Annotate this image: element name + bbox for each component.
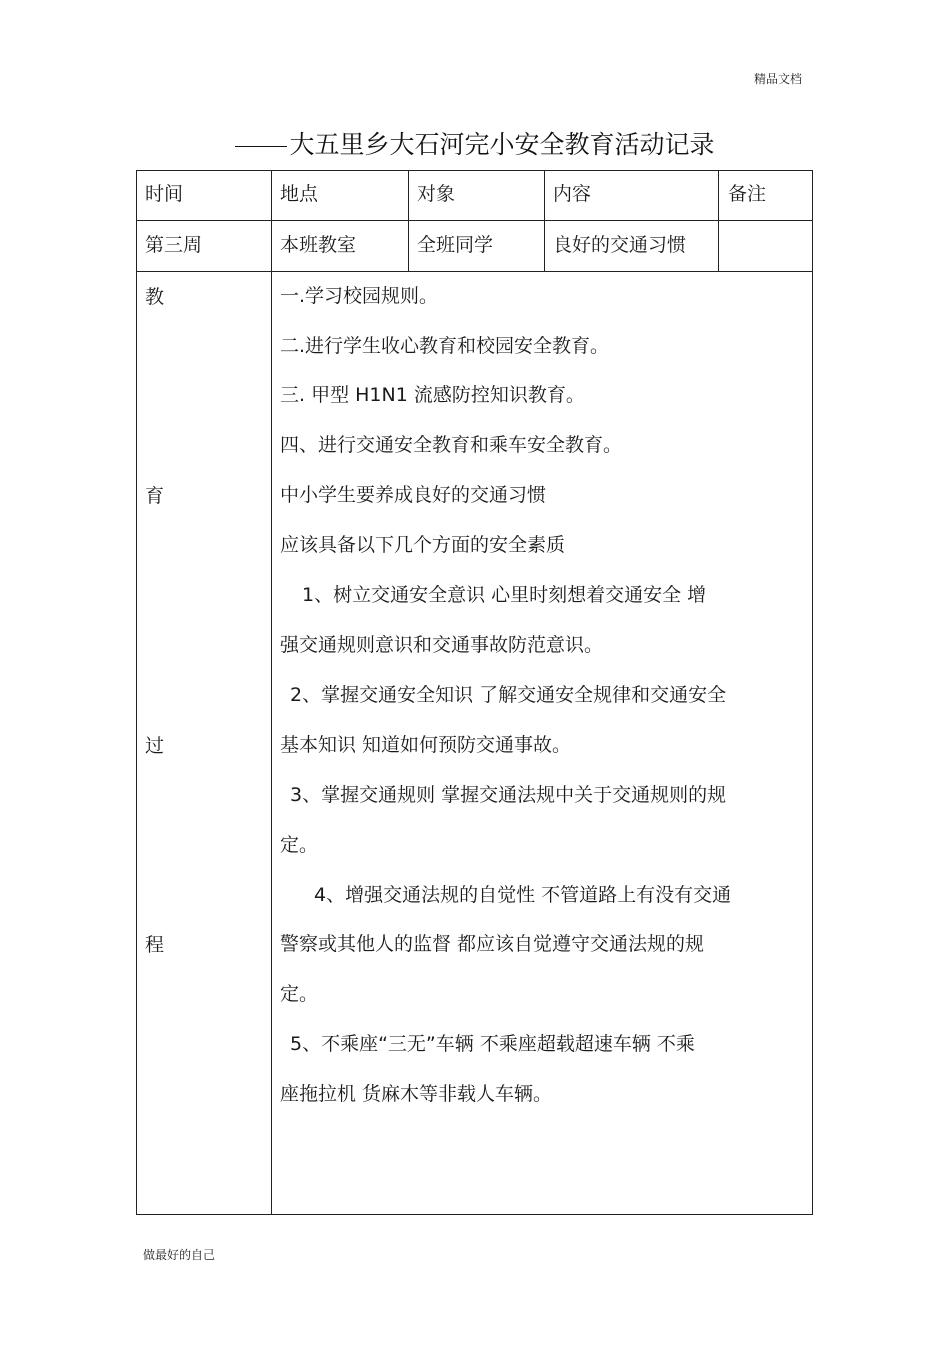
cell-location: 本班教室 [280, 234, 357, 256]
header-time: 时间 [145, 183, 184, 205]
content-line: 警察或其他人的监督 都应该自觉遵守交通法规的规 [280, 933, 705, 955]
content-line: 定。 [280, 834, 319, 856]
content-line: 四、进行交通安全教育和乘车安全教育。 [280, 434, 623, 456]
header-audience: 对象 [417, 183, 456, 205]
cell-time: 第三周 [145, 234, 203, 256]
page-title [0, 128, 950, 162]
title-blank-underline [235, 145, 287, 147]
row-divider-2 [137, 271, 812, 272]
col-divider-1 [271, 171, 272, 1214]
footer-note: 做最好的自己 [143, 1248, 216, 1262]
title-text: 大五里乡大石河完小安全教育活动记录 [289, 130, 715, 159]
content-line: 二.进行学生收心教育和校园安全教育。 [280, 335, 610, 357]
content-line: 中小学生要养成良好的交通习惯 [280, 484, 547, 506]
content-line: 一.学习校园规则。 [280, 285, 439, 307]
content-line: 定。 [280, 983, 319, 1005]
content-line: 5、不乘座“三无”车辆 不乘座超载超速车辆 不乘 [290, 1033, 695, 1055]
header-content: 内容 [553, 183, 592, 205]
content-line: 1、树立交通安全意识 心里时刻想着交通安全 增 [302, 584, 707, 606]
side-label-char: 程 [145, 934, 165, 956]
content-line: 基本知识 知道如何预防交通事故。 [280, 734, 572, 756]
content-line: 3、掌握交通规则 掌握交通法规中关于交通规则的规 [290, 784, 727, 806]
cell-content: 良好的交通习惯 [553, 234, 687, 256]
content-line: 座拖拉机 货麻木等非载人车辆。 [280, 1083, 553, 1105]
content-line: 2、掌握交通安全知识 了解交通安全规律和交通安全 [290, 684, 727, 706]
header-remarks: 备注 [728, 183, 767, 205]
col-divider-2 [408, 171, 409, 271]
side-label-char: 过 [145, 735, 165, 757]
content-line: 三. 甲型 H1N1 流感防控知识教育。 [280, 384, 585, 406]
activity-record-table [136, 170, 813, 1215]
content-line: 强交通规则意识和交通事故防范意识。 [280, 634, 604, 656]
content-line: 4、增强交通法规的自觉性 不管道路上有没有交通 [314, 884, 732, 906]
col-divider-4 [718, 171, 719, 271]
content-line: 应该具备以下几个方面的安全素质 [280, 534, 566, 556]
cell-audience: 全班同学 [417, 234, 494, 256]
header-location: 地点 [280, 183, 319, 205]
header-note: 精品文档 [753, 72, 802, 86]
row-divider-1 [137, 220, 812, 221]
side-label-char: 育 [145, 485, 165, 507]
col-divider-3 [544, 171, 545, 271]
side-label-char: 教 [145, 286, 165, 308]
